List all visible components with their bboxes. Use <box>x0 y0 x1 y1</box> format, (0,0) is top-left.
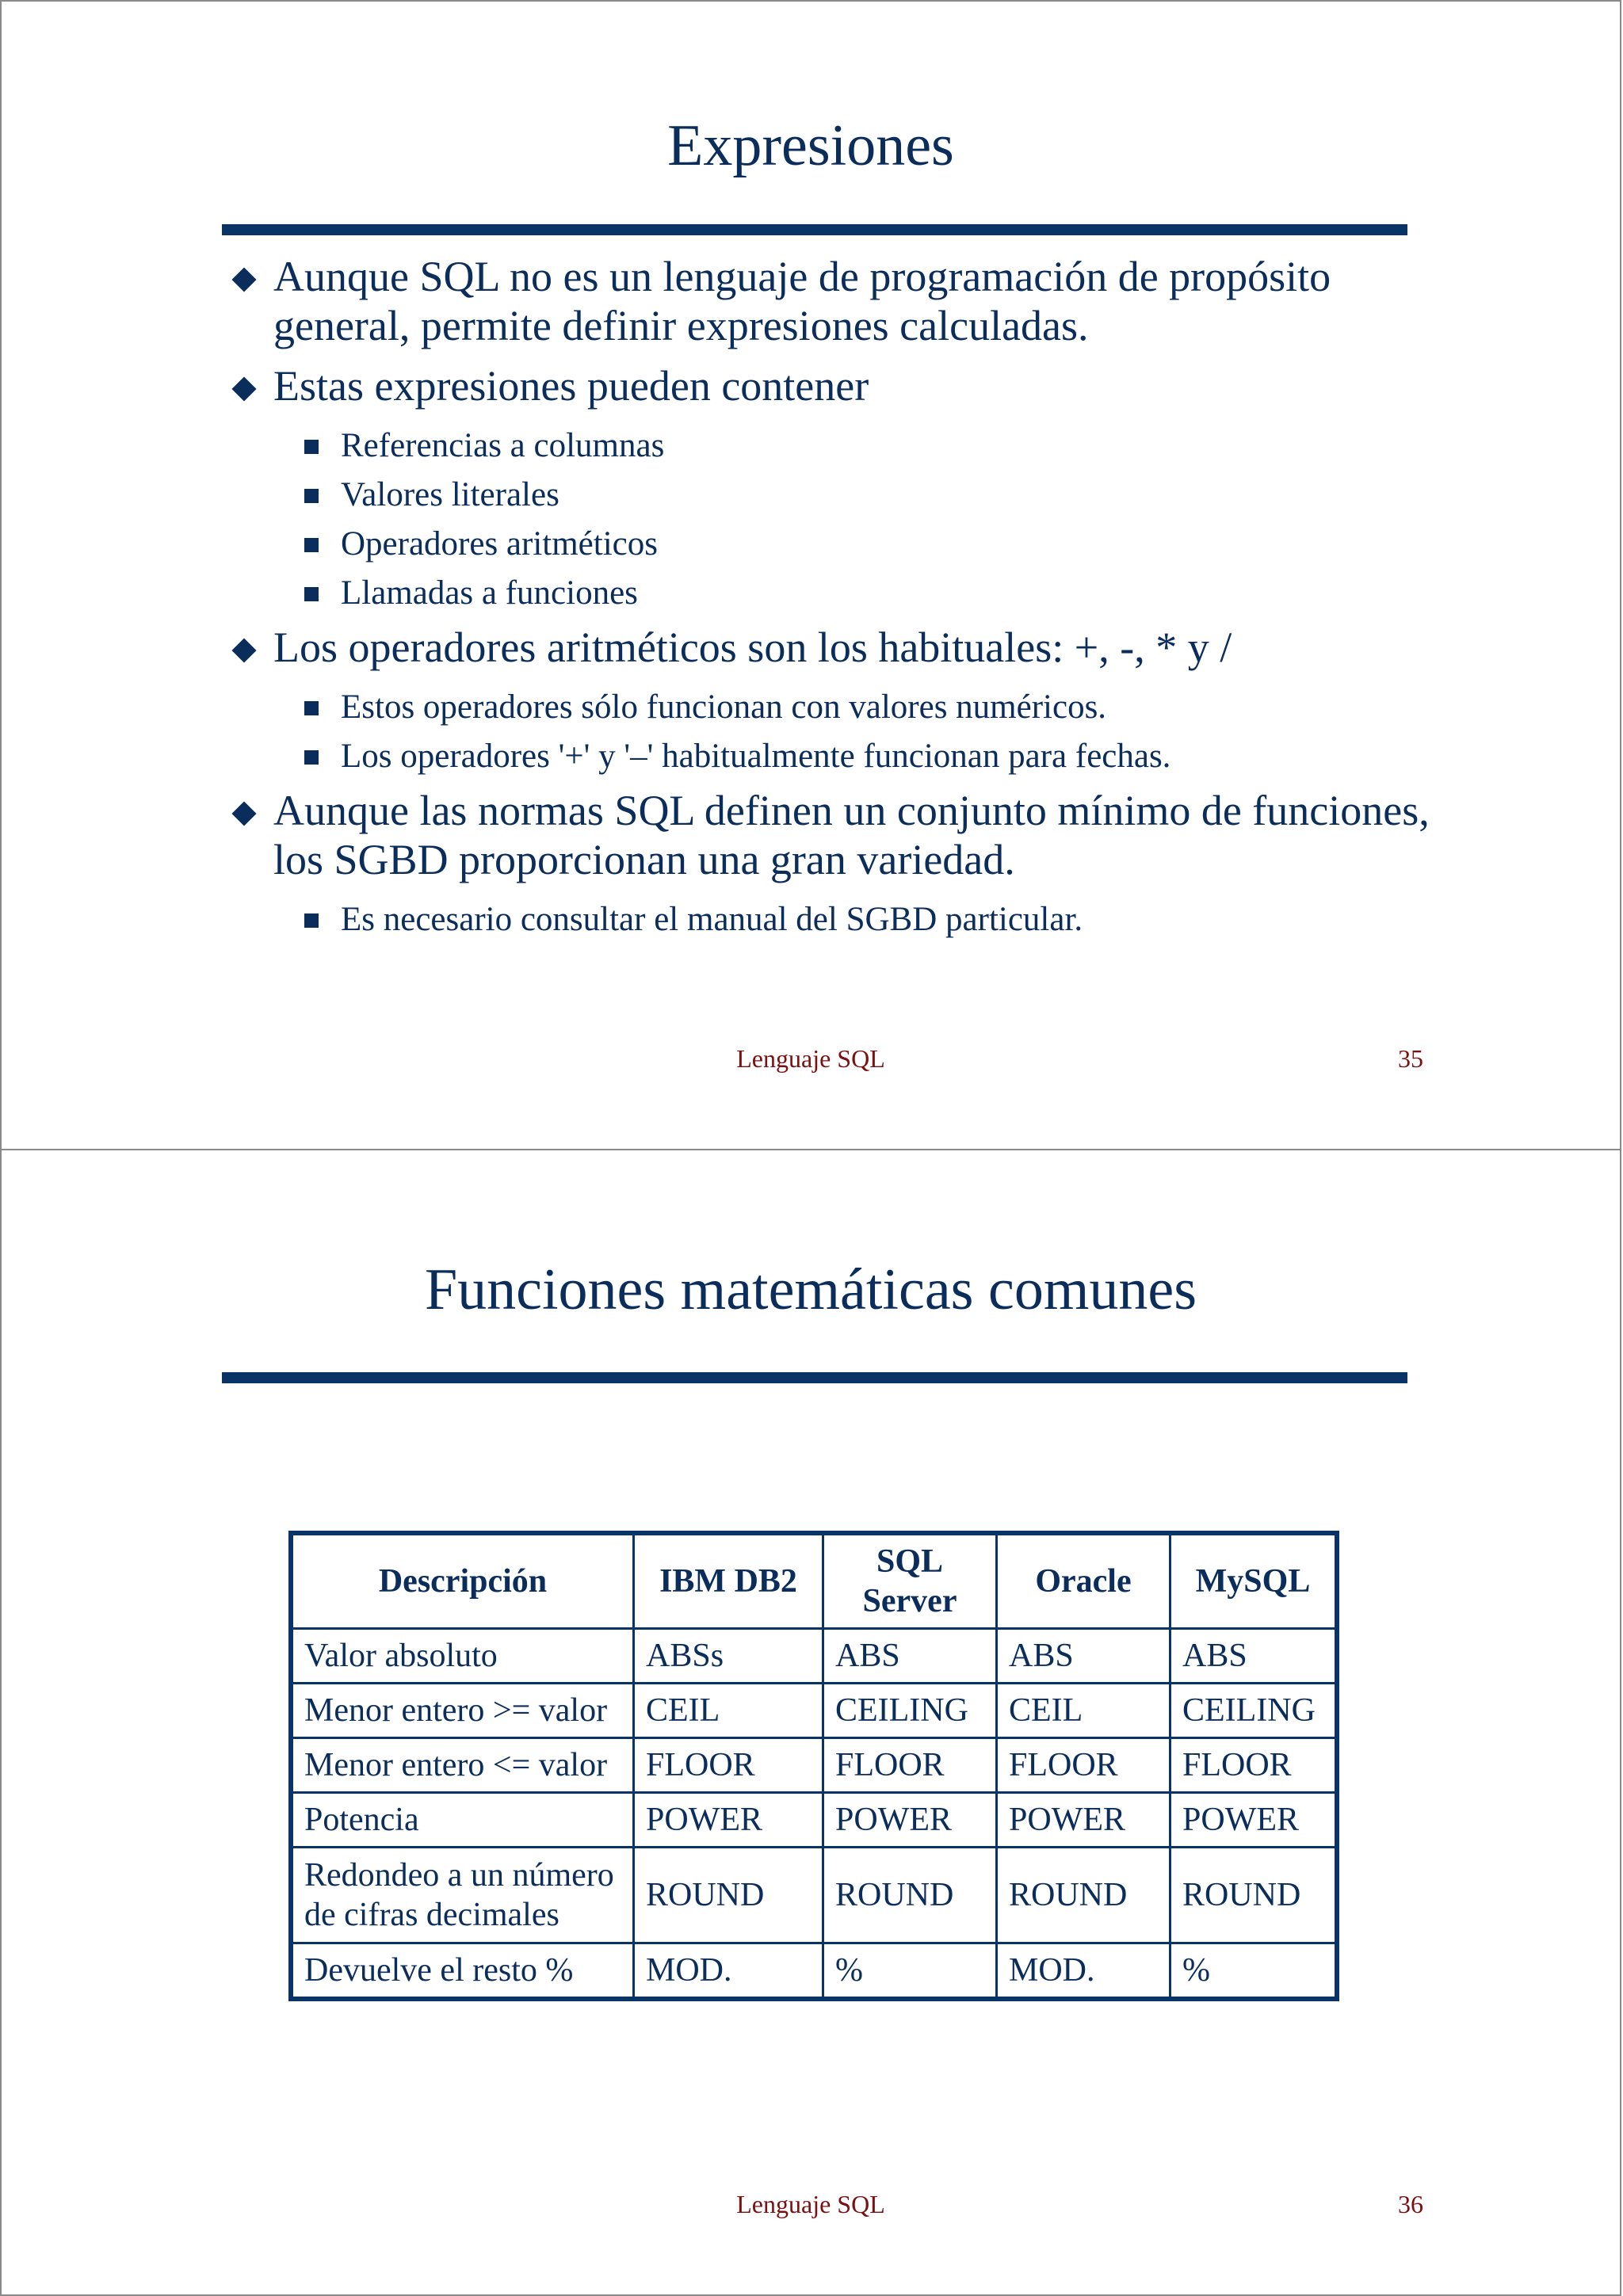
table-cell: ROUND <box>634 1848 823 1943</box>
table-cell: FLOOR <box>823 1738 997 1793</box>
table-cell: CEILING <box>823 1684 997 1738</box>
table-cell: Devuelve el resto % <box>291 1943 634 2000</box>
table-cell: Menor entero <= valor <box>291 1738 634 1793</box>
table-row <box>291 1793 1337 1848</box>
table-cell: CEIL <box>634 1684 823 1738</box>
sub-bullet-text: Es necesario consultar el manual del SGBD particular. <box>341 901 1083 938</box>
table-row <box>291 1684 1337 1738</box>
column-header: MySQL <box>1170 1533 1338 1629</box>
table-cell: FLOOR <box>634 1738 823 1793</box>
table-cell: ROUND <box>1170 1848 1338 1943</box>
table-cell: Redondeo a un número de cifras decimales <box>291 1848 634 1943</box>
table-cell: ABS <box>1170 1629 1338 1684</box>
table-cell: % <box>823 1943 997 2000</box>
column-header: Oracle <box>997 1533 1170 1629</box>
square-bullet-icon <box>304 913 319 928</box>
square-bullet-icon <box>304 701 319 715</box>
diamond-bullet-icon <box>231 801 256 826</box>
sub-bullet-item <box>235 520 1440 569</box>
table-cell: ABSs <box>634 1629 823 1684</box>
table-cell: POWER <box>997 1793 1170 1848</box>
sub-bullet-text: Operadores aritméticos <box>341 525 658 563</box>
table-cell: ABS <box>997 1629 1170 1684</box>
functions-table <box>288 1531 1339 2001</box>
table-cell: ROUND <box>823 1848 997 1943</box>
bullet-item <box>235 361 1440 410</box>
column-header: IBM DB2 <box>634 1533 823 1629</box>
table-cell: POWER <box>1170 1793 1338 1848</box>
table-cell: ABS <box>823 1629 997 1684</box>
footer-title: Lenguaje SQL <box>736 2190 885 2218</box>
bullet-text: Los operadores aritméticos son los habituales: +, -, * y / <box>273 624 1232 671</box>
page-number: 35 <box>1398 1044 1423 1073</box>
sub-bullet-text: Referencias a columnas <box>341 427 665 464</box>
sub-bullet-item <box>235 471 1440 520</box>
bullet-text: Aunque las normas SQL definen un conjunto mínimo de funciones, los SGBD proporcionan una gran variedad. <box>273 787 1430 883</box>
title-rule <box>222 1372 1407 1383</box>
title-rule <box>222 224 1407 235</box>
column-header: SQL Server <box>823 1533 997 1629</box>
table-row <box>291 1629 1337 1684</box>
table-cell: Valor absoluto <box>291 1629 634 1684</box>
sub-bullet-text: Los operadores '+' y '–' habitualmente funcionan para fechas. <box>341 738 1171 775</box>
table-cell: CEIL <box>997 1684 1170 1738</box>
table-cell: POWER <box>823 1793 997 1848</box>
table-cell: Menor entero >= valor <box>291 1684 634 1738</box>
table-row <box>291 1848 1337 1943</box>
diamond-bullet-icon <box>231 267 256 292</box>
table-cell: FLOOR <box>1170 1738 1338 1793</box>
bullet-item <box>235 623 1440 672</box>
footer-title: Lenguaje SQL <box>736 1044 885 1073</box>
column-header: Descripción <box>291 1533 634 1629</box>
table-cell: FLOOR <box>997 1738 1170 1793</box>
table-row <box>291 1943 1337 2000</box>
bullet-text: Estas expresiones pueden contener <box>273 362 869 410</box>
bullet-text: Aunque SQL no es un lenguaje de programación de propósito general, permite definir expresiones calculadas. <box>273 253 1331 349</box>
table-cell: MOD. <box>634 1943 823 2000</box>
sub-bullet-item <box>235 569 1440 618</box>
diamond-bullet-icon <box>231 376 256 401</box>
table-cell: MOD. <box>997 1943 1170 2000</box>
sub-bullet-item <box>235 732 1440 781</box>
diamond-bullet-icon <box>231 638 256 662</box>
bullet-item <box>235 786 1440 884</box>
table-cell: % <box>1170 1943 1338 2000</box>
sub-bullet-text: Estos operadores sólo funcionan con valores numéricos. <box>341 688 1107 726</box>
sub-bullet-text: Llamadas a funciones <box>341 574 638 612</box>
bullet-item <box>235 252 1440 350</box>
slide-title: Expresiones <box>667 113 954 178</box>
page-number: 36 <box>1398 2190 1423 2218</box>
table-cell: POWER <box>634 1793 823 1848</box>
sub-bullet-item <box>235 421 1440 471</box>
square-bullet-icon <box>304 538 319 552</box>
slide-funciones-matematicas <box>0 1149 1621 2296</box>
table-row <box>291 1738 1337 1793</box>
sub-bullet-item <box>235 895 1440 944</box>
bullet-list <box>235 252 1440 944</box>
square-bullet-icon <box>304 489 319 503</box>
table-header-row <box>291 1533 1337 1629</box>
square-bullet-icon <box>304 440 319 454</box>
sub-bullet-item <box>235 683 1440 732</box>
slide-title: Funciones matemáticas comunes <box>424 1257 1197 1322</box>
sub-bullet-text: Valores literales <box>341 476 559 513</box>
table-cell: ROUND <box>997 1848 1170 1943</box>
square-bullet-icon <box>304 750 319 765</box>
table-cell: CEILING <box>1170 1684 1338 1738</box>
table-cell: Potencia <box>291 1793 634 1848</box>
square-bullet-icon <box>304 587 319 601</box>
